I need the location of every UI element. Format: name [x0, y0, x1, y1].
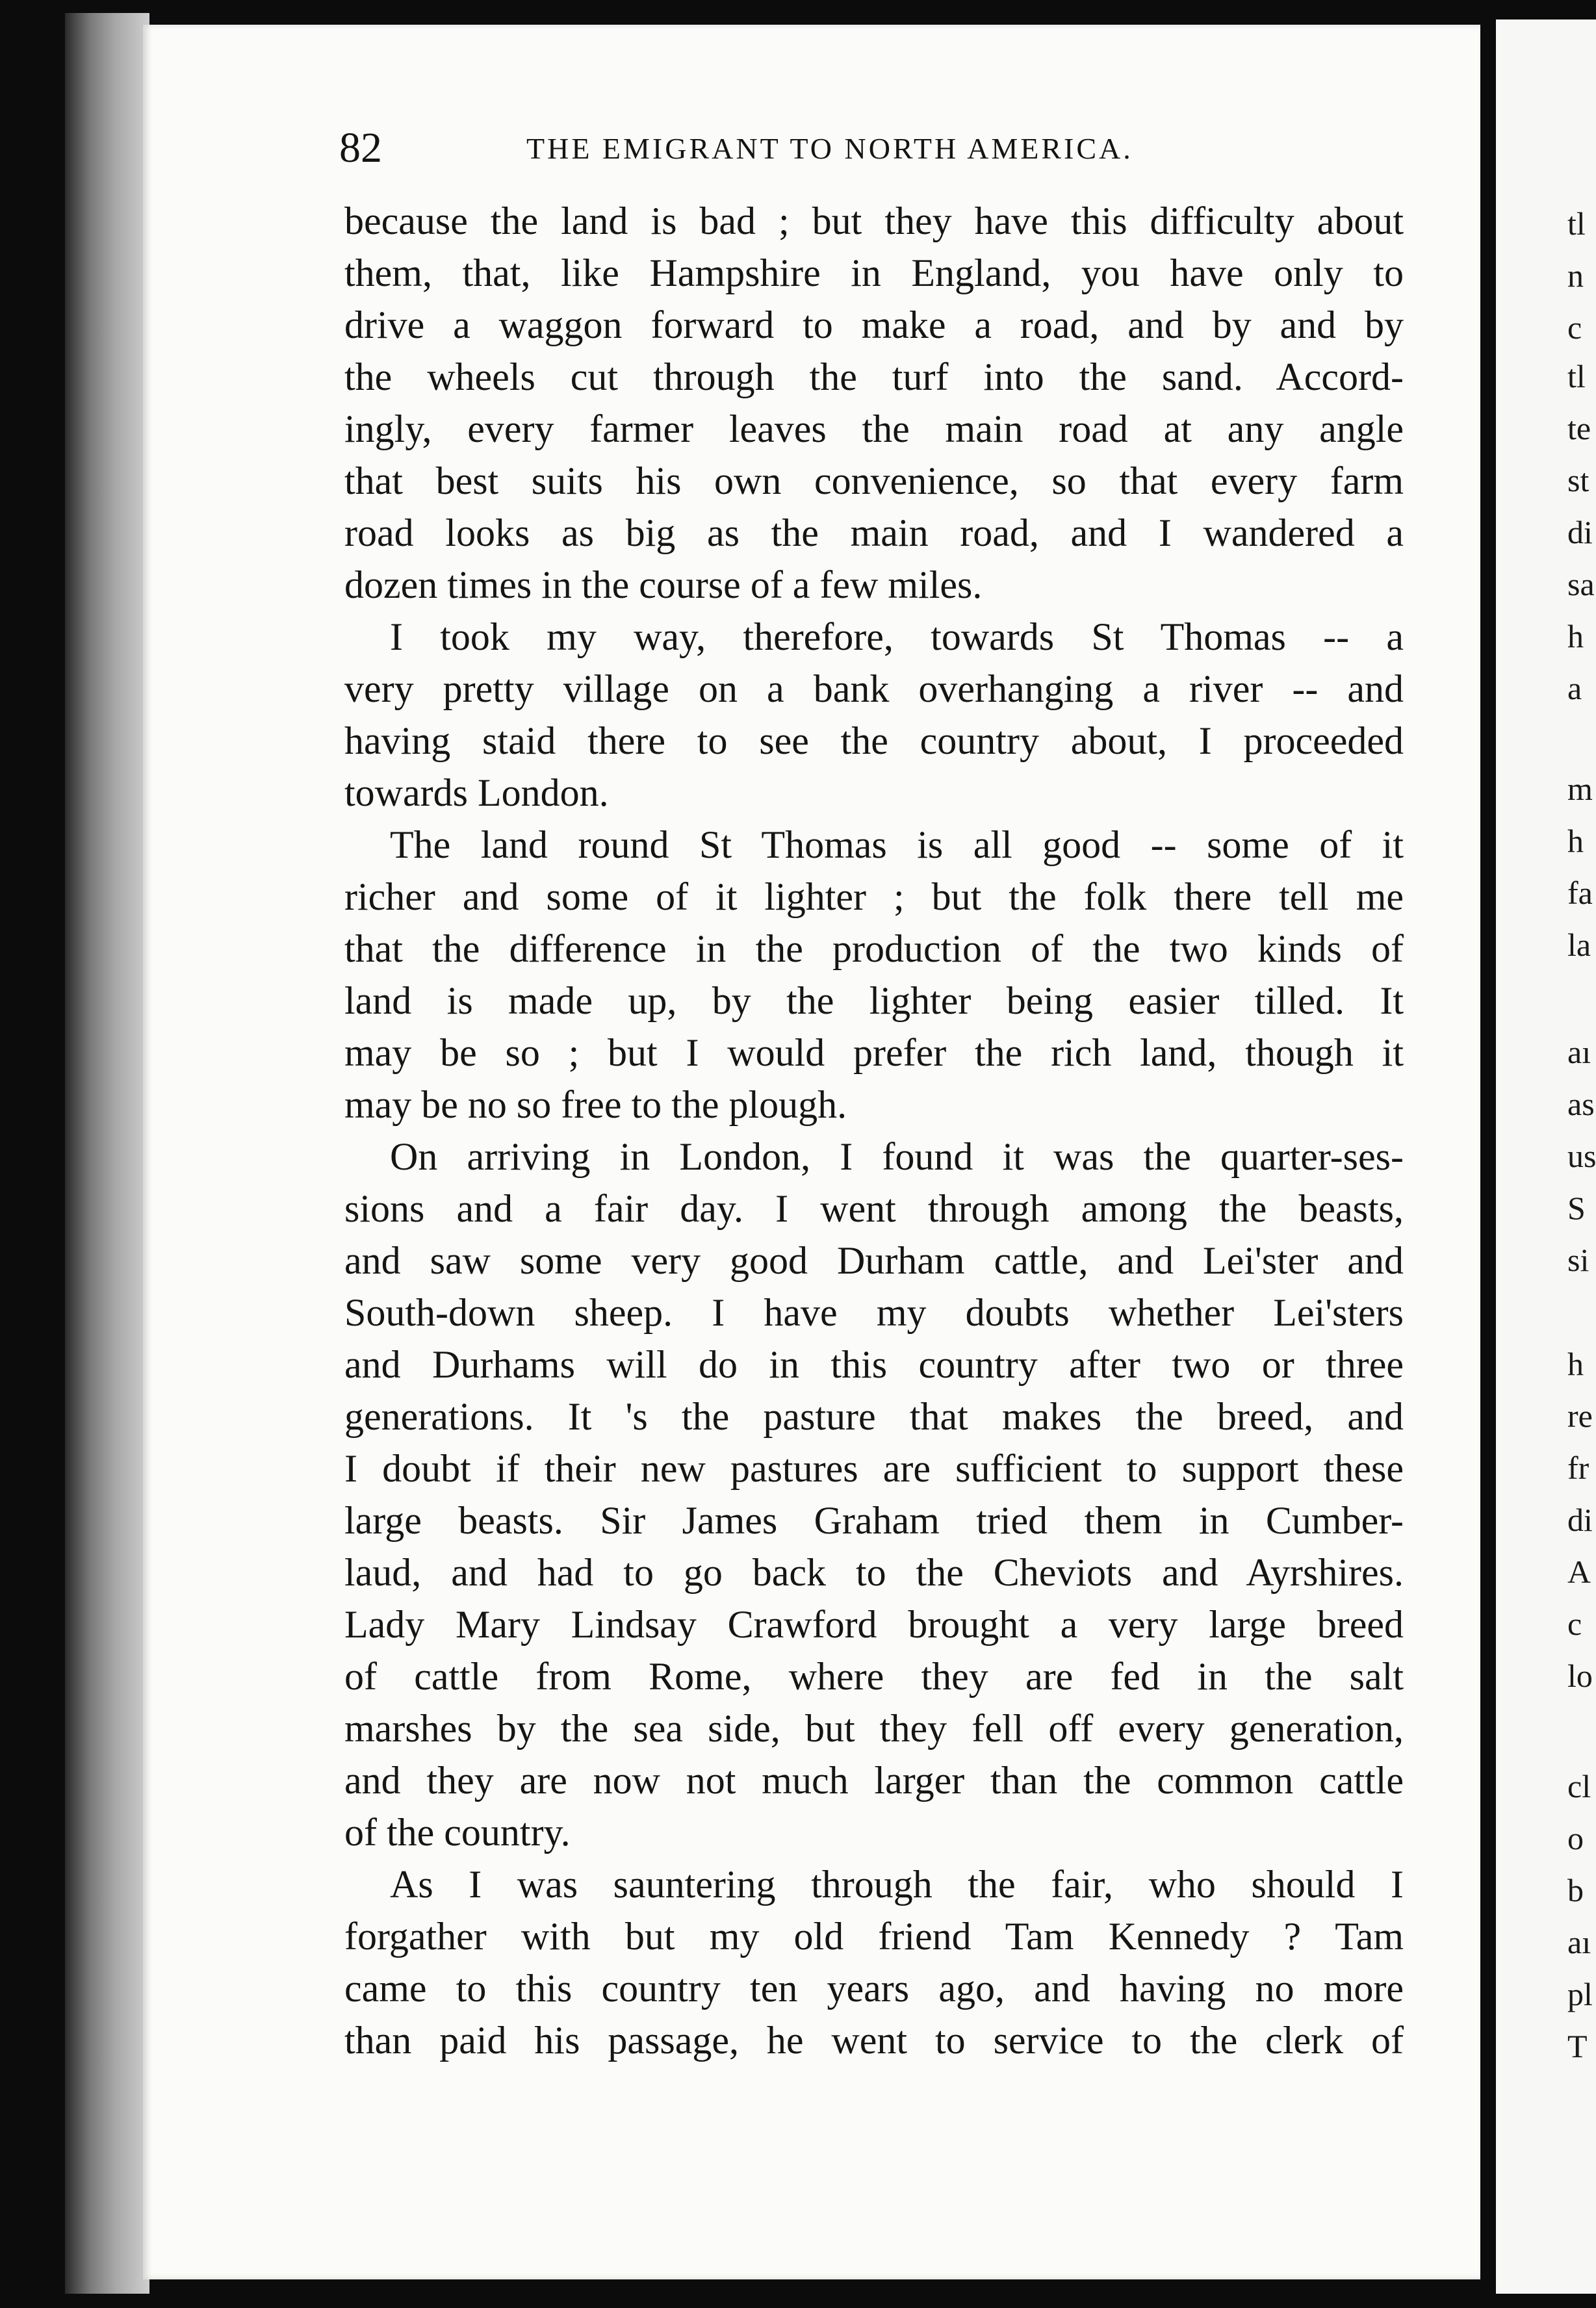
text-line: forgather with but my old friend Tam Kennedy ? Tam	[344, 1915, 1404, 1958]
facing-page-fragment: h	[1567, 1346, 1584, 1382]
facing-page-fragment: o	[1567, 1820, 1584, 1856]
text-line: because the land is bad ; but they have this difficulty about	[344, 199, 1404, 242]
facing-page-fragment: m	[1567, 771, 1593, 807]
text-line: may be no so free to the plough.	[344, 1083, 847, 1126]
text-line: of cattle from Rome, where they are fed in the salt	[344, 1655, 1404, 1698]
text-line: generations. It 's the pasture that makes the breed, and	[344, 1395, 1404, 1438]
text-line: I doubt if their new pastures are sufficient to support these	[344, 1447, 1404, 1490]
facing-page-fragment: cl	[1567, 1768, 1591, 1804]
body-text	[344, 195, 1404, 2066]
facing-page-fragment: st	[1567, 462, 1590, 498]
facing-page-fragment: A	[1567, 1554, 1591, 1590]
facing-page-fragment: sa	[1567, 566, 1595, 602]
text-line: that best suits his own convenience, so that every farm	[344, 459, 1404, 502]
facing-page-fragment: si	[1567, 1242, 1590, 1278]
facing-page-fragment: fa	[1567, 875, 1593, 911]
facing-page-fragment: aı	[1567, 1034, 1591, 1070]
text-line: land is made up, by the lighter being easier tilled. It	[344, 979, 1404, 1022]
text-line: of the country.	[344, 1811, 571, 1854]
facing-page-fragment: di	[1567, 514, 1593, 550]
facing-page-fragment: fr	[1567, 1450, 1590, 1486]
facing-page-fragment: lo	[1567, 1658, 1593, 1694]
facing-page-fragment: re	[1567, 1398, 1593, 1434]
text-line: South-down sheep. I have my doubts whether Lei'sters	[344, 1291, 1404, 1334]
text-line: having staid there to see the country about, I proceeded	[344, 719, 1404, 762]
text-line: them, that, like Hampshire in England, you have only to	[344, 251, 1404, 294]
text-line: richer and some of it lighter ; but the folk there tell me	[344, 875, 1404, 918]
facing-page-fragment: a	[1567, 670, 1582, 706]
facing-page-fragment: c	[1567, 1606, 1582, 1642]
facing-page-fragment: te	[1567, 410, 1591, 446]
facing-page-fragment: di	[1567, 1502, 1593, 1538]
text-line: that the difference in the production of the two kinds of	[344, 927, 1404, 970]
running-title: THE EMIGRANT TO NORTH AMERICA.	[526, 132, 1133, 165]
facing-page-fragment: aı	[1567, 1924, 1591, 1960]
text-line: marshes by the sea side, but they fell off every generation,	[344, 1707, 1404, 1750]
page-edge-shadow	[65, 13, 149, 2294]
text-line: Lady Mary Lindsay Crawford brought a very large breed	[344, 1603, 1404, 1646]
facing-page-fragment: c	[1567, 309, 1582, 346]
text-line: dozen times in the course of a few miles.	[344, 563, 983, 606]
text-line: and Durhams will do in this country after two or three	[344, 1343, 1404, 1386]
text-line: very pretty village on a bank overhanging a river -- and	[344, 667, 1404, 710]
text-line: sions and a fair day. I went through among the beasts,	[344, 1187, 1404, 1230]
text-line: towards London.	[344, 771, 609, 814]
text-line: road looks as big as the main road, and I wandered a	[344, 511, 1404, 554]
facing-page-fragment: tl	[1567, 358, 1586, 394]
running-head	[195, 123, 1417, 175]
paragraph-first-line: On arriving in London, I found it was the quarter-ses-	[390, 1135, 1404, 1178]
facing-page-fragment: us	[1567, 1138, 1596, 1174]
facing-page-fragment: h	[1567, 618, 1584, 654]
facing-page-fragment: as	[1567, 1086, 1595, 1122]
text-line: large beasts. Sir James Graham tried them in Cumber-	[344, 1499, 1404, 1542]
facing-page-fragment: T	[1567, 2028, 1588, 2064]
paragraph-first-line: As I was sauntering through the fair, who should I	[390, 1863, 1404, 1906]
text-line: laud, and had to go back to the Cheviots and Ayrshires.	[344, 1551, 1404, 1594]
facing-page-fragment: b	[1567, 1872, 1584, 1908]
text-line: than paid his passage, he went to service to the clerk of	[344, 2019, 1404, 2062]
facing-page-fragment: h	[1567, 823, 1584, 859]
facing-page-edge	[1496, 19, 1596, 2294]
text-line: and they are now not much larger than the common cattle	[344, 1759, 1404, 1802]
text-line: and saw some very good Durham cattle, and Lei'ster and	[344, 1239, 1404, 1282]
text-line: the wheels cut through the turf into the sand. Accord-	[344, 355, 1404, 398]
paragraph-first-line: The land round St Thomas is all good -- some of it	[390, 823, 1404, 866]
facing-page-fragment: n	[1567, 257, 1584, 294]
facing-page-fragment: pl	[1567, 1976, 1593, 2012]
facing-page-fragment: la	[1567, 927, 1591, 963]
text-line: drive a waggon forward to make a road, and by and by	[344, 303, 1404, 346]
facing-page-fragment: S	[1567, 1190, 1586, 1226]
text-line: may be so ; but I would prefer the rich land, though it	[344, 1031, 1404, 1074]
page-number: 82	[339, 124, 382, 172]
text-line: came to this country ten years ago, and having no more	[344, 1967, 1404, 2010]
paragraph-first-line: I took my way, therefore, towards St Thomas -- a	[390, 615, 1404, 658]
text-line: ingly, every farmer leaves the main road at any angle	[344, 407, 1404, 450]
facing-page-fragment: tl	[1567, 205, 1586, 242]
